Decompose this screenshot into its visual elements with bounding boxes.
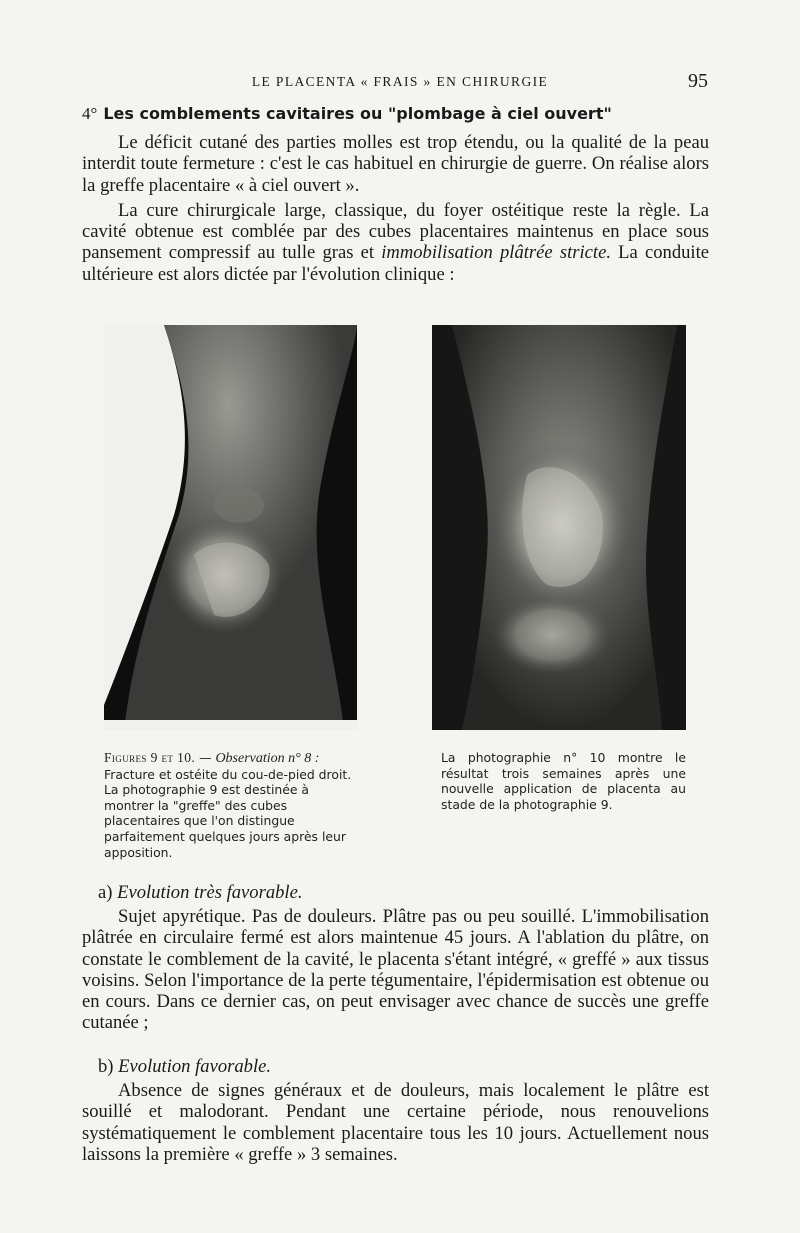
evolution-b-label: b) (98, 1056, 114, 1077)
intro-paragraph-2-italic: immobilisation plâtrée stricte. (381, 242, 611, 264)
figure-10-photograph (432, 325, 686, 730)
evolution-b-heading (98, 1056, 271, 1078)
running-title: LE PLACENTA « FRAIS » EN CHIRURGIE (251, 74, 549, 89)
page-number: 95 (688, 70, 708, 92)
evolution-b-paragraph: Absence de signes généraux et de douleurs, mais localement le plâtre est souillé et malodorant. Pendant une certaine période, nous renouvelions systématiquement le comblement placentaire tous les 10 jours. Actuellement nous laissons la première « greffe » 3 semaines. (82, 1080, 709, 1165)
figure-10-image (432, 325, 686, 730)
evolution-b-text (82, 1080, 709, 1165)
intro-paragraph-2 (82, 200, 709, 285)
evolution-a-heading (98, 882, 303, 904)
figure-9-image (104, 325, 357, 730)
section-heading (82, 104, 722, 124)
section-title: Les comblements cavitaires ou "plombage à ciel ouvert" (103, 104, 612, 123)
caption-figure-label: Figures 9 et 10. (104, 750, 196, 765)
section-number: 4° (82, 104, 98, 123)
figure-caption-right: La photographie n° 10 montre le résultat trois semaines après une nouvelle application de placenta au stade de la photographie 9. (441, 750, 686, 812)
page-header (0, 70, 800, 94)
figure-9-photograph (104, 325, 357, 730)
evolution-a-text (82, 906, 709, 1034)
caption-left-text: Fracture et ostéite du cou-de-pied droit. La photographie 9 est destinée à montrer la "greffe" des cubes placentaires que l'on distingue parfaitement quelques jours après leur apposition. (104, 766, 352, 860)
caption-observation: Observation n° 8 : (215, 751, 320, 766)
intro-paragraph-1: Le déficit cutané des parties molles est trop étendu, ou la qualité de la peau interdit toute fermeture : c'est le cas habituel en chirurgie de guerre. On réalise alors la greffe placentaire « à ciel ouvert ». (82, 132, 709, 196)
evolution-a-paragraph: Sujet apyrétique. Pas de douleurs. Plâtre pas ou peu souillé. L'immobilisation plâtrée en circulaire fermé est alors maintenue 45 jours. A l'ablation du plâtre, on constate le comblement de la cavité, le placenta s'étant intégré, « greffé » aux tissus voisins. Selon l'importance de la perte tégumentaire, l'épidermisation est obtenue ou en cours. Dans ce dernier cas, on peut envisager avec chance de succès une greffe cutanée ; (82, 906, 709, 1034)
figure-caption-left (104, 750, 362, 860)
intro-paragraph-2-start: La cure chirurgicale large, classique, du foyer ostéitique reste la règle. La cavité obtenue est comblée par des cubes placentaires maintenus en place sous pansement compressif au tulle gras et (82, 199, 709, 264)
evolution-b-title: Evolution favorable. (118, 1056, 272, 1077)
evolution-a-title: Evolution très favorable. (117, 882, 303, 903)
intro-text (82, 132, 709, 289)
caption-dash: — (195, 750, 216, 765)
intro-paragraph-2-end: La conduite ultérieure est alors dictée par l'évolution clinique : (82, 242, 709, 285)
evolution-a-label: a) (98, 882, 113, 903)
